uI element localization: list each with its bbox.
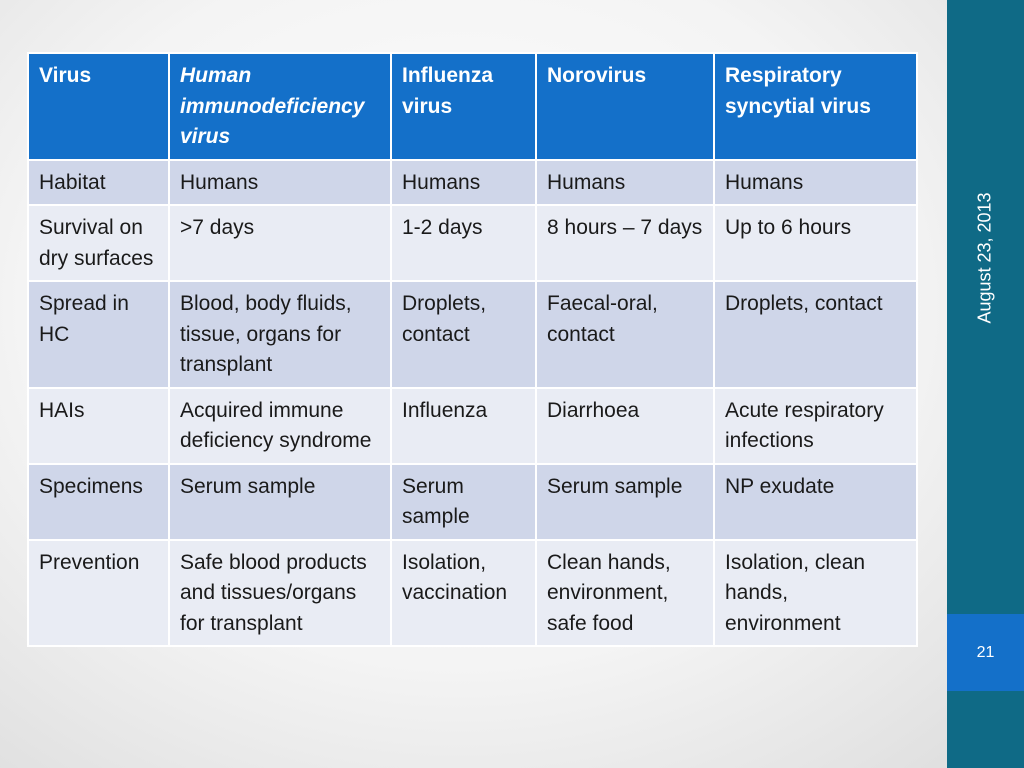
table-cell: Isolation, vaccination (391, 540, 536, 647)
table-row (28, 160, 917, 206)
header-rsv: Respiratory syncytial virus (714, 53, 917, 160)
table-cell: Prevention (28, 540, 169, 647)
table-cell: Blood, body fluids, tissue, organs for transplant (169, 281, 391, 388)
table-row (28, 281, 917, 388)
page-number-box (947, 614, 1024, 691)
table-cell: Serum sample (169, 464, 391, 540)
table-cell: Spread in HC (28, 281, 169, 388)
table-cell: Humans (536, 160, 714, 206)
table-cell: Influenza (391, 388, 536, 464)
page-number: 21 (976, 643, 995, 661)
table-cell: Humans (391, 160, 536, 206)
table-cell: NP exudate (714, 464, 917, 540)
table-cell: >7 days (169, 205, 391, 281)
table-cell: Habitat (28, 160, 169, 206)
slide-date: August 23, 2013 (974, 192, 995, 324)
table-cell: HAIs (28, 388, 169, 464)
table-row (28, 388, 917, 464)
table-cell: Serum sample (536, 464, 714, 540)
table-cell: Safe blood products and tissues/organs for transplant (169, 540, 391, 647)
table-cell: 8 hours – 7 days (536, 205, 714, 281)
table-cell: Humans (169, 160, 391, 206)
table-cell: Faecal-oral, contact (536, 281, 714, 388)
table-cell: Acquired immune deficiency syndrome (169, 388, 391, 464)
header-norovirus: Norovirus (536, 53, 714, 160)
table-row (28, 205, 917, 281)
table-row (28, 540, 917, 647)
table-cell: Diarrhoea (536, 388, 714, 464)
table-cell: Survival on dry surfaces (28, 205, 169, 281)
table-cell: Clean hands, environment, safe food (536, 540, 714, 647)
table-cell: Isolation, clean hands, environment (714, 540, 917, 647)
header-hiv: Human immunodeficiency virus (169, 53, 391, 160)
header-virus: Virus (28, 53, 169, 160)
table-cell: Up to 6 hours (714, 205, 917, 281)
virus-comparison-table (27, 52, 918, 647)
table-header-row (28, 53, 917, 160)
table-cell: Acute respiratory infections (714, 388, 917, 464)
table-cell: Droplets, contact (714, 281, 917, 388)
table-cell: Serum sample (391, 464, 536, 540)
table-cell: Humans (714, 160, 917, 206)
header-influenza: Influenza virus (391, 53, 536, 160)
table-row (28, 464, 917, 540)
table-cell: Specimens (28, 464, 169, 540)
table-cell: 1-2 days (391, 205, 536, 281)
table-cell: Droplets, contact (391, 281, 536, 388)
